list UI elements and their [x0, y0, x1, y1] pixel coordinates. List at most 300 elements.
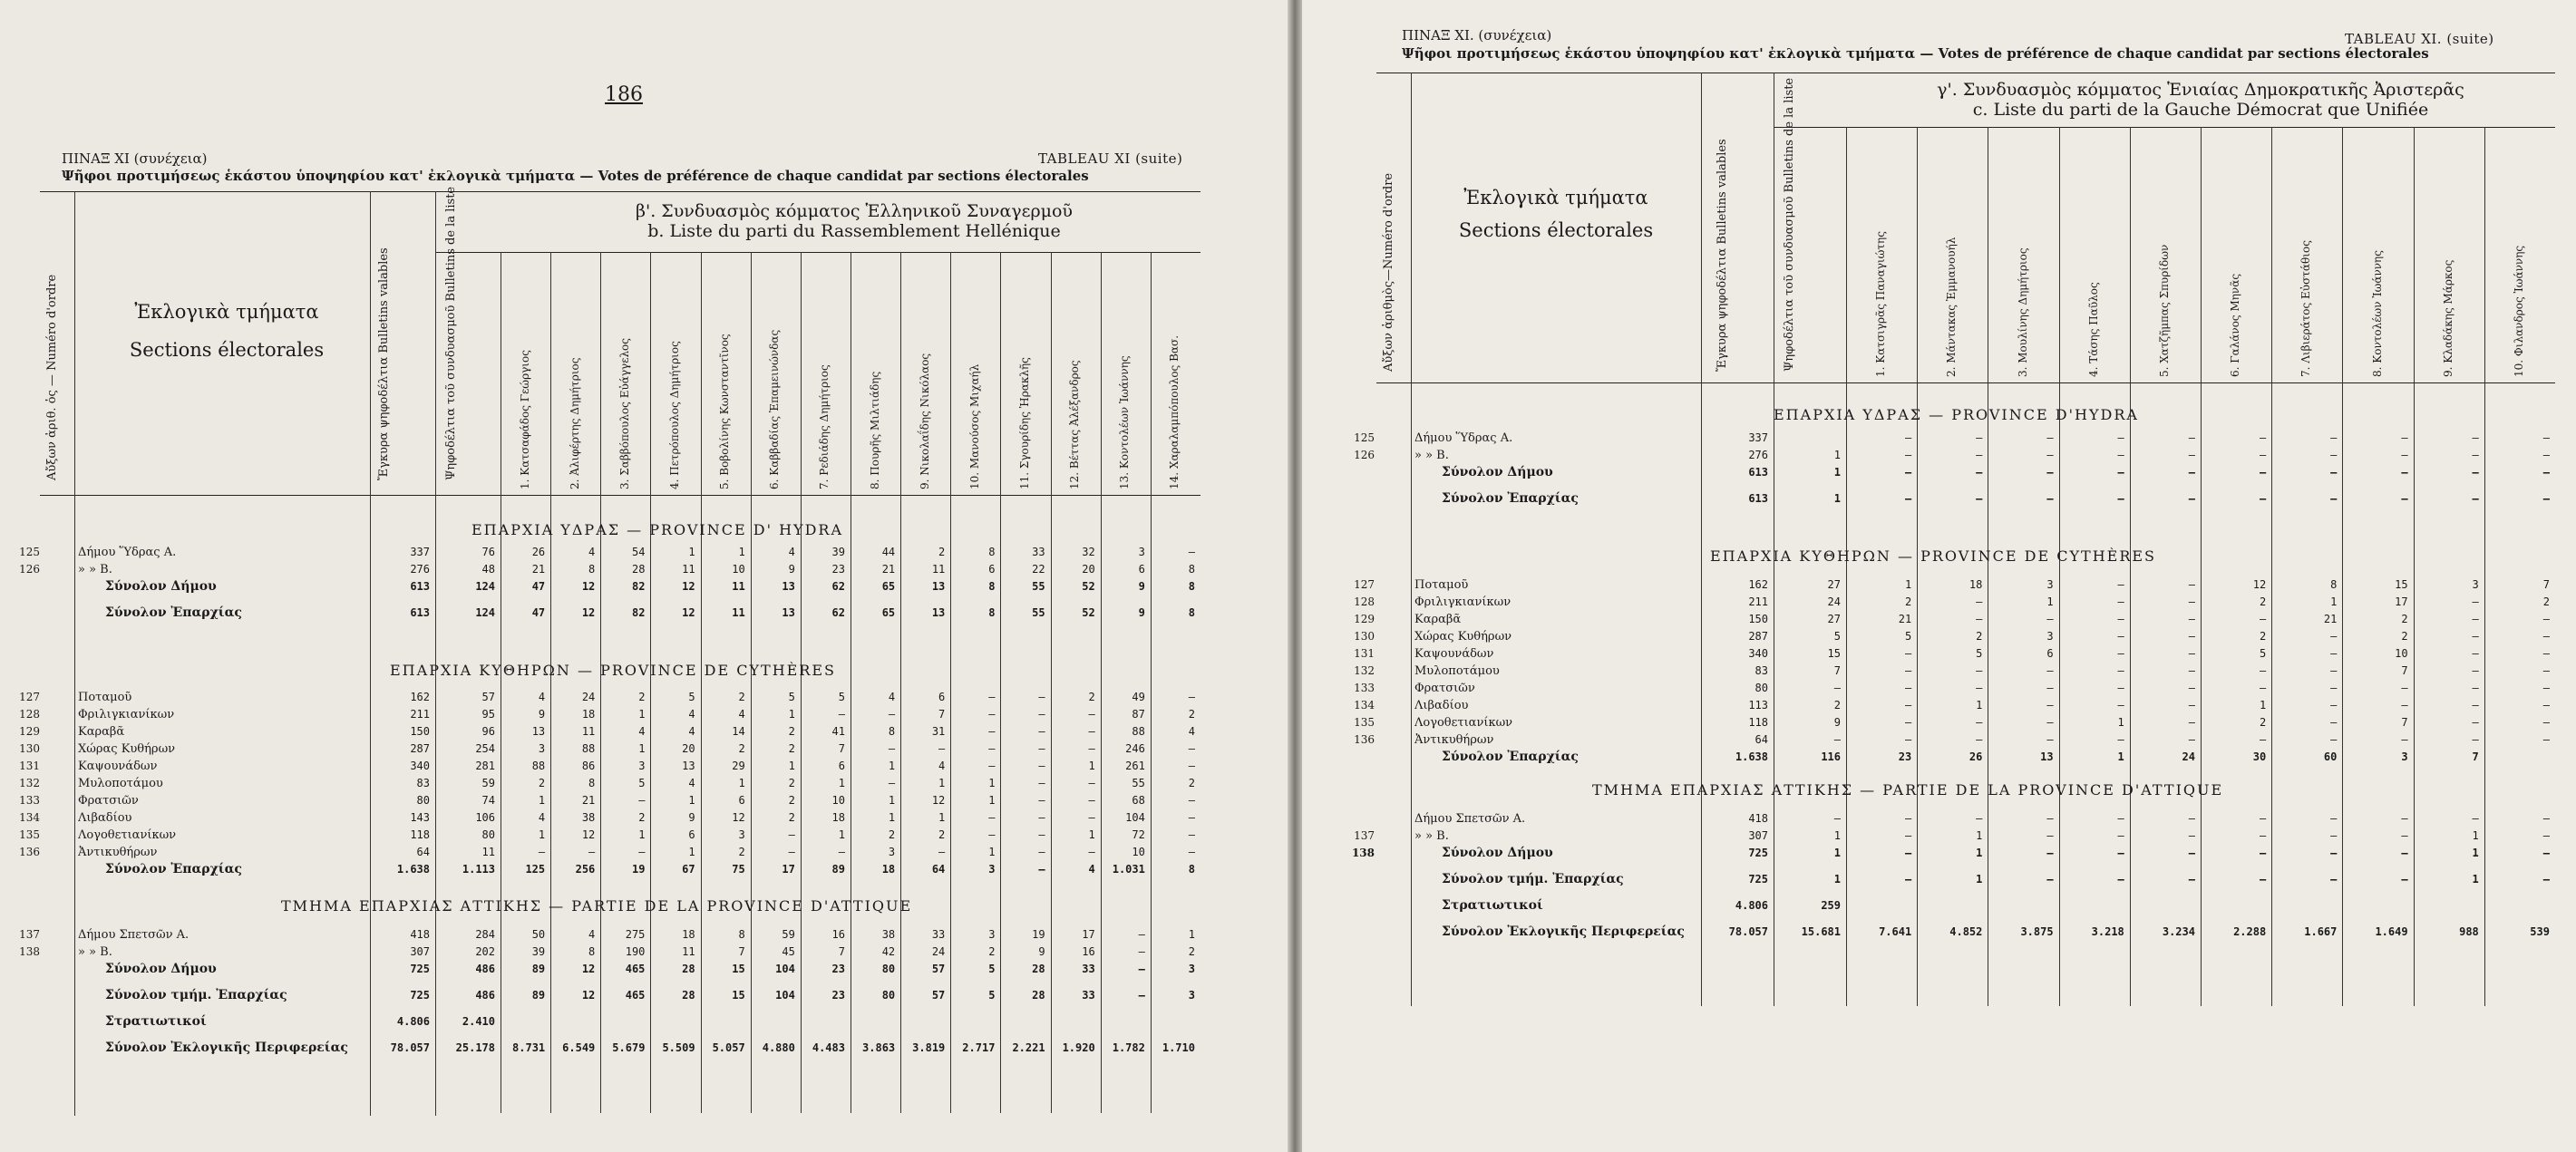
candidate-votes-cell: — — [1138, 928, 1145, 941]
candidate-votes-cell: 49 — [1132, 691, 1145, 703]
section-name: Λιβαδίου — [1414, 699, 1469, 712]
party-group-greek: γ'. Συνδυασμὸς κόμματος Ἑνιαίας Δημοκρατικῆς Ἀριστερᾶς — [1937, 80, 2464, 100]
candidate-votes-cell: — — [2542, 829, 2550, 842]
candidate-votes-cell: 1 — [688, 794, 695, 807]
list-ballots-cell: 15.681 — [1801, 925, 1841, 938]
candidate-votes-cell: 59 — [782, 928, 795, 941]
row-order-number: 135 — [19, 828, 40, 841]
candidate-votes-cell: — — [2401, 449, 2408, 461]
candidate-column-rule — [600, 252, 601, 1113]
section-name: Δήμου Σπετσῶν Α. — [1414, 812, 1526, 826]
candidate-votes-cell: — — [1138, 989, 1145, 1002]
list-ballots-cell: 59 — [481, 777, 495, 789]
list-ballots-cell: 202 — [475, 945, 495, 958]
candidate-votes-cell: — — [2330, 699, 2338, 712]
table-caption-french: TABLEAU XI. (suite) — [2345, 31, 2494, 47]
candidate-votes-cell: 1 — [738, 546, 745, 558]
candidate-votes-cell: 8 — [1188, 606, 1195, 619]
list-ballots-cell: 15 — [1827, 647, 1841, 660]
candidate-votes-cell: — — [638, 794, 646, 807]
candidate-votes-cell: 42 — [881, 945, 896, 958]
candidate-votes-cell: 11 — [732, 606, 745, 619]
valid-ballots-cell: 725 — [410, 963, 430, 975]
group-header-rule — [1774, 127, 2555, 128]
candidate-votes-cell: 1.710 — [1162, 1041, 1195, 1054]
list-ballots-cell: 1 — [1833, 873, 1841, 886]
section-name: Σύνολον Ἐπαρχίας — [105, 862, 242, 876]
candidate-votes-cell: — — [1088, 846, 1095, 858]
table-row — [13, 741, 1201, 758]
candidate-votes-cell: 4 — [538, 691, 546, 703]
valid-ballots-cell: 83 — [1755, 664, 1768, 677]
list-ballots-cell: 9 — [1833, 716, 1841, 729]
candidate-votes-cell: 2 — [538, 777, 546, 789]
candidate-votes-cell: 19 — [631, 863, 646, 876]
candidate-votes-cell: 1.667 — [2304, 925, 2338, 938]
list-ballots-cell: 7 — [1833, 664, 1841, 677]
candidate-votes-cell: — — [2188, 873, 2195, 886]
candidate-votes-cell: 12 — [682, 580, 695, 593]
sections-header-greek: Ἐκλογικὰ τμήματα — [134, 301, 319, 323]
candidate-votes-cell: 4 — [638, 725, 646, 738]
row-order-number: 137 — [19, 928, 40, 941]
table-row — [13, 758, 1201, 775]
total-row — [13, 1013, 1201, 1031]
table-row — [13, 723, 1201, 741]
candidate-votes-cell: 4 — [888, 691, 896, 703]
candidate-votes-cell: — — [2188, 466, 2195, 479]
candidate-votes-cell: — — [2401, 873, 2408, 886]
list-ballots-cell: 1 — [1833, 449, 1841, 461]
candidate-votes-cell: 5 — [1976, 647, 1983, 660]
candidate-votes-cell: 3 — [1188, 989, 1195, 1002]
row-order-number: 128 — [19, 708, 40, 721]
candidate-votes-cell: 988 — [2459, 925, 2479, 938]
section-name: Σύνολον Δήμου — [1442, 846, 1553, 860]
candidate-votes-cell: 31 — [931, 725, 946, 738]
candidate-votes-cell: — — [988, 811, 996, 824]
candidate-votes-cell: — — [2259, 829, 2267, 842]
candidate-votes-cell: 3 — [2046, 630, 2054, 643]
section-name: Μυλοποτάμου — [1414, 664, 1500, 678]
candidate-votes-cell: 4 — [788, 546, 795, 558]
candidate-votes-cell: — — [2117, 733, 2124, 746]
candidate-votes-cell: 6 — [938, 691, 946, 703]
candidate-votes-cell: — — [638, 846, 646, 858]
list-ballots-cell: 1.113 — [462, 863, 495, 876]
candidate-votes-cell: — — [2046, 812, 2054, 825]
candidate-votes-cell: 3 — [638, 760, 646, 772]
list-ballots-cell: 1 — [1833, 847, 1841, 859]
candidate-votes-cell: 12 — [581, 580, 596, 593]
candidate-votes-cell: — — [1904, 466, 1912, 479]
candidate-votes-cell: 2 — [638, 811, 646, 824]
section-name: Δήμου Ὕδρας Α. — [78, 546, 177, 559]
candidate-votes-cell: 12 — [682, 606, 695, 619]
candidate-votes-cell: 21 — [2323, 613, 2338, 625]
candidate-votes-cell: 8 — [988, 606, 996, 619]
table-row — [1347, 680, 2555, 697]
candidate-votes-cell: — — [788, 828, 795, 841]
candidate-column-rule — [950, 252, 951, 1113]
table-row — [13, 827, 1201, 844]
candidate-votes-cell: — — [2472, 699, 2479, 712]
candidate-header: 6. Γαλάνος Μηνᾶς — [2229, 273, 2242, 377]
candidate-votes-cell: 17 — [782, 863, 795, 876]
candidate-votes-cell: 12 — [732, 811, 745, 824]
row-order-number: 127 — [1354, 578, 1375, 591]
candidate-votes-cell: — — [2188, 595, 2195, 608]
list-ballots-cell: 76 — [481, 546, 495, 558]
table-row — [1347, 447, 2555, 464]
valid-ballots-cell: 162 — [1748, 578, 1768, 591]
candidate-votes-cell: 57 — [931, 963, 946, 975]
row-order-number: 128 — [1354, 595, 1375, 608]
candidate-votes-cell: 8 — [888, 725, 896, 738]
candidate-votes-cell: 2 — [738, 742, 745, 755]
table-row — [13, 561, 1201, 578]
candidate-votes-cell: — — [938, 742, 946, 755]
list-ballots-cell: 281 — [475, 760, 495, 772]
candidate-votes-cell: 2 — [788, 811, 795, 824]
candidate-votes-cell: 7 — [2542, 578, 2550, 591]
valid-ballots-cell: 613 — [1748, 492, 1768, 505]
candidate-votes-cell: — — [1088, 794, 1095, 807]
candidate-votes-cell: 2 — [888, 828, 896, 841]
candidate-votes-cell: — — [2330, 716, 2338, 729]
candidate-votes-cell: — — [2046, 847, 2054, 859]
candidate-votes-cell: — — [1976, 682, 1983, 694]
candidate-votes-cell: 4 — [538, 811, 546, 824]
candidate-votes-cell: 1 — [938, 811, 946, 824]
candidate-votes-cell: 47 — [531, 606, 546, 619]
candidate-votes-cell: 8 — [1188, 563, 1195, 576]
candidate-header: 7. Ρεδιάδης Δημήτριος — [818, 364, 831, 489]
candidate-votes-cell: 8 — [2330, 578, 2338, 591]
candidate-votes-cell: — — [2046, 613, 2054, 625]
list-ballots-cell: 80 — [481, 828, 495, 841]
valid-ballots-cell: 80 — [1755, 682, 1768, 694]
candidate-votes-cell: — — [1038, 760, 1045, 772]
candidate-votes-cell: — — [2259, 812, 2267, 825]
candidate-votes-cell: — — [2542, 699, 2550, 712]
candidate-votes-cell: 52 — [1082, 606, 1095, 619]
candidate-votes-cell: 1 — [2117, 716, 2124, 729]
candidate-votes-cell: 30 — [2252, 750, 2267, 763]
candidate-votes-cell: 3.819 — [912, 1041, 946, 1054]
table-row — [13, 689, 1201, 706]
candidate-header: 11. Σγουρίδης Ἡρακλῆς — [1018, 357, 1031, 489]
candidate-votes-cell: 8 — [738, 928, 745, 941]
candidate-votes-cell: — — [2117, 492, 2124, 505]
candidate-votes-cell: 72 — [1132, 828, 1145, 841]
row-order-number: 133 — [1354, 682, 1375, 694]
candidate-votes-cell: — — [1088, 725, 1095, 738]
candidate-votes-cell: 12 — [2252, 578, 2267, 591]
row-order-number: 129 — [19, 725, 40, 738]
candidate-votes-cell: — — [2330, 847, 2338, 859]
table-row — [1347, 810, 2555, 828]
candidate-votes-cell: 6 — [988, 563, 996, 576]
candidate-votes-cell: — — [2188, 733, 2195, 746]
list-ballots-cell: 106 — [475, 811, 495, 824]
candidate-votes-cell: 24 — [581, 691, 596, 703]
candidate-votes-cell: — — [1904, 682, 1912, 694]
candidate-votes-cell: — — [2330, 647, 2338, 660]
candidate-header: 9. Κλαδάκης Μάρκος — [2441, 259, 2454, 377]
section-name: Σύνολον Δήμου — [105, 579, 217, 594]
candidate-votes-cell: — — [2542, 613, 2550, 625]
candidate-votes-cell: — — [1976, 449, 1983, 461]
candidate-votes-cell: 52 — [1082, 580, 1095, 593]
candidate-votes-cell: 21 — [881, 563, 896, 576]
section-name: Λογοθετιανίκων — [1414, 716, 1513, 730]
list-ballots-cell: 48 — [481, 563, 495, 576]
candidate-votes-cell: — — [2542, 492, 2550, 505]
sections-column-header — [91, 299, 363, 363]
total-row — [1347, 749, 2555, 766]
candidate-votes-cell: 11 — [931, 563, 946, 576]
candidate-votes-cell: 190 — [625, 945, 646, 958]
valid-ballots-cell: 162 — [410, 691, 430, 703]
candidate-votes-cell: 11 — [581, 725, 596, 738]
candidate-votes-cell: 1 — [1976, 847, 1983, 859]
province-attica-heading: ΤΜΗΜΑ ΕΠΑΡΧΙΑΣ ΑΤΤΙΚΗΣ — PARTIE DE LA PROVINCE D'ATTIQUE — [281, 897, 913, 915]
candidate-votes-cell: 256 — [575, 863, 596, 876]
candidate-votes-cell: 1 — [1188, 928, 1195, 941]
candidate-votes-cell: — — [2472, 449, 2479, 461]
table-row — [1347, 663, 2555, 680]
valid-ballots-cell: 211 — [410, 708, 430, 721]
candidate-votes-cell: 104 — [775, 963, 795, 975]
candidate-votes-cell: — — [2188, 578, 2195, 591]
table-caption-greek: ΠΙΝΑΞ XI (συνέχεια) — [62, 150, 208, 167]
candidate-header: 6. Καββαδίας Ἐπαμεινώνδας — [768, 329, 782, 489]
candidate-votes-cell: — — [2188, 716, 2195, 729]
list-ballots-cell: 2.410 — [462, 1015, 495, 1028]
candidate-votes-cell: 26 — [531, 546, 546, 558]
candidate-votes-cell: — — [2259, 873, 2267, 886]
order-column-header: Αὔξων ἀριθμὸς—Numéro d'ordre — [1382, 172, 1395, 372]
candidate-votes-cell: 4 — [1188, 725, 1195, 738]
candidate-column-rule — [1151, 252, 1152, 1113]
candidate-header: 5. Χατζῆμπας Σπυρίδων — [2157, 244, 2171, 377]
valid-ballots-header: Ἔγκυρα ψηφοδέλτια Bulletins valables — [377, 247, 391, 480]
candidate-votes-cell: 6 — [688, 828, 695, 841]
candidate-votes-cell: — — [2330, 449, 2338, 461]
table-subtitle: Ψῆφοι προτιμήσεως ἑκάστου ὑποψηφίου κατ' ἐκλογικὰ τμήματα — Votes de préférence de chaque candidat par sections électorales — [62, 168, 1089, 184]
list-ballots-cell: 284 — [475, 928, 495, 941]
valid-ballots-cell: 276 — [1748, 449, 1768, 461]
candidate-votes-cell: 67 — [682, 863, 695, 876]
candidate-votes-cell: — — [1904, 431, 1912, 444]
candidate-votes-cell: — — [1976, 812, 1983, 825]
candidate-votes-cell: 38 — [581, 811, 596, 824]
candidate-votes-cell: 87 — [1132, 708, 1145, 721]
candidate-votes-cell: 1 — [838, 828, 845, 841]
candidate-votes-cell: — — [2259, 431, 2267, 444]
candidate-votes-cell: 57 — [931, 989, 946, 1002]
section-name: Στρατιωτικοί — [105, 1014, 207, 1029]
candidate-votes-cell: 3.234 — [2162, 925, 2195, 938]
candidate-votes-cell: — — [1038, 725, 1045, 738]
valid-ballots-cell: 1.638 — [396, 863, 430, 876]
candidate-votes-cell: — — [2117, 873, 2124, 886]
candidate-votes-cell: 5 — [688, 691, 695, 703]
candidate-votes-cell: — — [2330, 466, 2338, 479]
candidate-votes-cell: 2 — [738, 846, 745, 858]
candidate-votes-cell: — — [788, 846, 795, 858]
candidate-column-rule — [701, 252, 702, 1113]
candidate-votes-cell: 54 — [631, 546, 646, 558]
candidate-votes-cell: — — [2117, 664, 2124, 677]
candidate-votes-cell: — — [2330, 812, 2338, 825]
candidate-votes-cell: 18 — [831, 811, 845, 824]
sections-header-french: Sections électorales — [1458, 219, 1654, 241]
candidate-votes-cell: 89 — [531, 989, 546, 1002]
candidate-votes-cell: — — [2330, 664, 2338, 677]
table-row — [13, 775, 1201, 792]
valid-ballots-header: Ἔγκυρα ψηφοδέλτια Bulletins valables — [1716, 139, 1729, 372]
candidate-votes-cell: 4 — [738, 708, 745, 721]
table-caption-french: TABLEAU XI (suite) — [1038, 150, 1183, 167]
sections-header-greek: Ἐκλογικὰ τμήματα — [1463, 187, 1648, 208]
candidate-votes-cell: 5.509 — [662, 1041, 695, 1054]
table-row — [13, 544, 1201, 561]
candidate-votes-cell: 9 — [1138, 580, 1145, 593]
candidate-votes-cell: — — [2472, 682, 2479, 694]
candidate-votes-cell: — — [2188, 613, 2195, 625]
candidate-votes-cell: 24 — [2182, 750, 2195, 763]
candidate-votes-cell: — — [2542, 682, 2550, 694]
candidate-votes-cell: 12 — [931, 794, 946, 807]
candidate-votes-cell: 47 — [531, 580, 546, 593]
candidate-votes-cell: — — [2472, 595, 2479, 608]
list-ballots-cell: — — [1833, 682, 1841, 694]
candidate-votes-cell: 5 — [2259, 647, 2267, 660]
candidate-votes-cell: 7 — [838, 742, 845, 755]
candidate-votes-cell: — — [1904, 829, 1912, 842]
candidate-votes-cell: — — [2472, 630, 2479, 643]
candidate-votes-cell: 23 — [1898, 750, 1912, 763]
section-name: Στρατιωτικοί — [1442, 898, 1543, 913]
row-order-number: 136 — [19, 846, 40, 858]
candidate-votes-cell: 11 — [732, 580, 745, 593]
candidate-votes-cell: — — [1188, 742, 1195, 755]
candidate-votes-cell: — — [2046, 873, 2054, 886]
candidate-header: 1. Κατσαφάδος Γεώργιος — [518, 350, 531, 489]
candidate-votes-cell: — — [988, 691, 996, 703]
candidate-votes-cell: 7 — [2472, 750, 2479, 763]
candidate-votes-cell: 2 — [1904, 595, 1912, 608]
section-name: Δήμου Σπετσῶν Α. — [78, 928, 190, 942]
candidate-votes-cell: 1 — [788, 760, 795, 772]
candidate-votes-cell: 2.717 — [962, 1041, 996, 1054]
candidate-votes-cell: 12 — [581, 963, 596, 975]
candidate-header: 3. Μουλίνης Δημήτριος — [2016, 247, 2029, 377]
candidate-votes-cell: 68 — [1132, 794, 1145, 807]
section-name: Λιβαδίου — [78, 811, 132, 825]
candidate-votes-cell: 3 — [988, 863, 996, 876]
candidate-votes-cell: — — [1038, 708, 1045, 721]
candidate-votes-cell: 2 — [988, 945, 996, 958]
candidate-votes-cell: 7 — [838, 945, 845, 958]
candidate-votes-cell: 1 — [638, 828, 646, 841]
candidate-votes-cell: 5 — [838, 691, 845, 703]
candidate-votes-cell: 261 — [1125, 760, 1145, 772]
candidate-votes-cell: 5 — [788, 691, 795, 703]
section-name: Σύνολον τμήμ. Ἐπαρχίας — [1442, 872, 1624, 886]
valid-ballots-cell: 613 — [410, 606, 430, 619]
valid-ballots-cell: 613 — [410, 580, 430, 593]
candidate-votes-cell: 13 — [782, 606, 795, 619]
candidate-votes-cell: 3 — [888, 846, 896, 858]
row-order-number: 129 — [1354, 613, 1375, 625]
candidate-header: 14. Χαραλαμπόπουλος Βασ. — [1168, 334, 1181, 489]
section-name: Φριλιγκιανίκων — [78, 708, 175, 721]
candidate-votes-cell: — — [1088, 811, 1095, 824]
candidate-votes-cell: — — [2401, 492, 2408, 505]
candidate-votes-cell: — — [2472, 466, 2479, 479]
candidate-votes-cell: — — [2330, 733, 2338, 746]
candidate-votes-cell: — — [2401, 699, 2408, 712]
row-order-number: 125 — [19, 546, 40, 558]
candidate-votes-cell: — — [2472, 733, 2479, 746]
candidate-votes-cell: 17 — [1082, 928, 1095, 941]
list-ballots-cell: — — [1833, 812, 1841, 825]
candidate-votes-cell: 1 — [2117, 750, 2124, 763]
list-ballots-cell: 11 — [481, 846, 495, 858]
candidate-column-rule — [1051, 252, 1052, 1113]
candidate-votes-cell: — — [2401, 466, 2408, 479]
candidate-votes-cell: 3 — [738, 828, 745, 841]
candidate-votes-cell: 1 — [538, 828, 546, 841]
candidate-votes-cell: 13 — [531, 725, 546, 738]
valid-ballots-cell: 1.638 — [1735, 750, 1768, 763]
candidate-votes-cell: 3 — [538, 742, 546, 755]
candidate-votes-cell: — — [2117, 466, 2124, 479]
candidate-votes-cell: 2 — [788, 725, 795, 738]
candidate-votes-cell: 13 — [782, 580, 795, 593]
candidate-votes-cell: 5.057 — [712, 1041, 745, 1054]
total-row — [1347, 924, 2555, 941]
candidate-votes-cell: 41 — [831, 725, 845, 738]
candidate-votes-cell: 18 — [881, 863, 896, 876]
candidate-votes-cell: 1 — [1976, 699, 1983, 712]
candidate-votes-cell: — — [1976, 492, 1983, 505]
candidate-votes-cell: — — [2401, 812, 2408, 825]
candidate-votes-cell: — — [538, 846, 546, 858]
candidate-votes-cell: 23 — [831, 963, 845, 975]
valid-ballots-cell: 613 — [1748, 466, 1768, 479]
candidate-votes-cell: 82 — [631, 606, 646, 619]
candidate-votes-cell: 55 — [1032, 606, 1045, 619]
candidate-votes-cell: — — [2259, 733, 2267, 746]
candidate-votes-cell: — — [2542, 716, 2550, 729]
candidate-votes-cell: 14 — [732, 725, 745, 738]
candidate-votes-cell: 1 — [738, 777, 745, 789]
candidate-header: 2. Ἀλιφέρτης Δημήτριος — [568, 357, 581, 489]
candidate-votes-cell: 5 — [1904, 630, 1912, 643]
candidate-header: 5. Βοβολίνης Κωνσταντῖνος — [718, 334, 732, 489]
valid-ballots-cell: 80 — [416, 794, 430, 807]
candidate-votes-cell: 18 — [682, 928, 695, 941]
candidate-votes-cell: 4.852 — [1949, 925, 1983, 938]
valid-ballots-cell: 337 — [1748, 431, 1768, 444]
valid-ballots-cell: 725 — [410, 989, 430, 1002]
candidate-header: 4. Πετρόπουλος Δημήτριος — [668, 341, 681, 489]
candidate-votes-cell: — — [2401, 829, 2408, 842]
